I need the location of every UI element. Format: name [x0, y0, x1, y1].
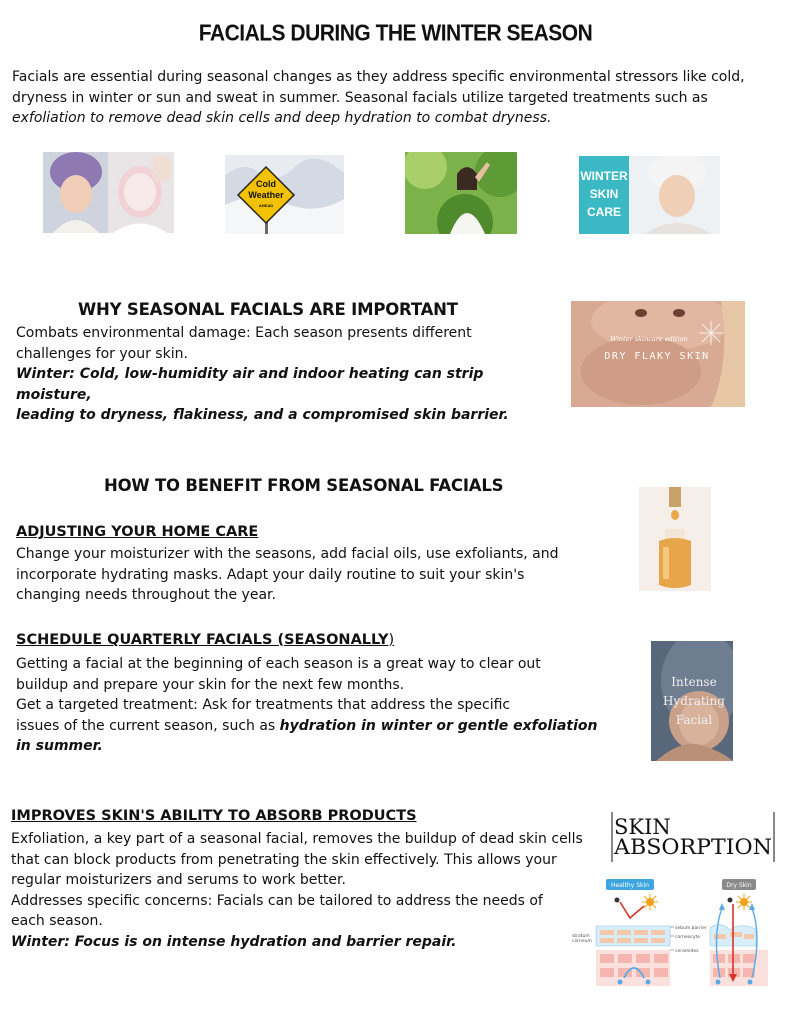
quarterly-line-4	[16, 716, 616, 737]
home-care-line-3: changing needs throughout the year.	[16, 587, 276, 603]
quarterly-heading-part-c: )	[388, 632, 395, 648]
intense-hydrating-facial-photo	[651, 641, 733, 761]
diagram-title-skin: SKIN	[614, 815, 671, 839]
intro-line-2: dryness in winter or sun and sweat in summer. Seasonal facials utilize targeted treatments such as	[12, 89, 708, 106]
healthy-skin-label: Healthy Skin	[611, 882, 649, 889]
quarterly-line-1: Getting a facial at the beginning of each season is a great way to clear out	[16, 656, 541, 672]
stratum-label: stratum	[572, 934, 590, 939]
why-paragraph	[16, 323, 556, 426]
sebum-barrier-label: sebum barrier	[675, 926, 707, 931]
why-line-3: Winter: Cold, low-humidity air and indoor heating can strip moisture,	[16, 366, 484, 403]
hydrating-word: Hydrating	[663, 694, 725, 708]
facial-mask-photo	[43, 152, 174, 233]
dry-flaky-skin-photo	[571, 301, 745, 407]
dry-skin-label: Dry Skin	[726, 882, 752, 889]
intro-paragraph	[12, 67, 782, 129]
page-title: FACIALS DURING THE WINTER SEASON	[198, 21, 593, 46]
absorb-line-5: each season.	[11, 913, 103, 929]
how-heading: HOW TO BENEFIT FROM SEASONAL FACIALS	[104, 476, 504, 495]
snowflake-icon	[699, 321, 723, 345]
intense-word: Intense	[671, 675, 717, 689]
sign-text-ahead: AHEAD	[258, 203, 274, 208]
why-line-4: leading to dryness, flakiness, and a compromised skin barrier.	[16, 407, 509, 423]
home-care-heading: ADJUSTING YOUR HOME CARE	[16, 524, 259, 540]
diagram-title-absorption: ABSORPTION	[612, 835, 772, 859]
absorb-line-2: that can block products from penetrating the skin effectively. This allows your	[11, 851, 557, 868]
sign-text-weather: Weather	[248, 190, 284, 200]
care-word: CARE	[586, 205, 622, 219]
cold-weather-sign-photo	[225, 155, 344, 234]
quarterly-heading-part-a: SCHEDULE QUARTERLY FACIALS (	[16, 632, 285, 648]
intro-line-1: Facials are essential during seasonal changes as they address specific environmental stressors like cold,	[12, 69, 745, 85]
facial-word: Facial	[675, 713, 713, 727]
reflect-arrow-icon	[620, 902, 644, 918]
quarterly-heading	[16, 632, 394, 648]
home-care-line-2: incorporate hydrating masks. Adapt your daily routine to suit your skin's	[16, 566, 525, 583]
absorb-line-4: Addresses specific concerns: Facials can be tailored to address the needs of	[11, 892, 543, 909]
why-line-1: Combats environmental damage: Each season presents different	[16, 325, 472, 341]
quarterly-heading-part-b: SEASONALLY	[284, 632, 389, 648]
absorb-line-3: regular moisturizers and serums to work better.	[11, 872, 346, 888]
why-heading: WHY SEASONAL FACIALS ARE IMPORTANT	[78, 300, 458, 319]
winter-word: WINTER	[580, 169, 628, 183]
absorb-paragraph	[11, 829, 596, 952]
sign-text-cold: Cold	[256, 179, 276, 189]
winter-skin-care-photo	[579, 156, 720, 234]
quarterly-line-2: buildup and prepare your skin for the next few months.	[16, 676, 405, 693]
quarterly-line-4-text: issues of the current season, such as	[16, 717, 280, 734]
quarterly-paragraph	[16, 654, 616, 757]
absorb-line-1: Exfoliation, a key part of a seasonal facial, removes the buildup of dead skin cells	[11, 831, 583, 847]
corneocyte-label: corneocyte	[675, 935, 701, 940]
absorb-heading: IMPROVES SKIN'S ABILITY TO ABSORB PRODUCTS	[11, 808, 417, 824]
dry-skin-big-caption: DRY FLAKY SKIN	[604, 351, 710, 362]
corneum-label: corneum	[572, 939, 592, 944]
absorb-line-6: Winter: Focus is on intense hydration and barrier repair.	[11, 933, 457, 950]
summer-heat-photo	[405, 152, 517, 234]
facial-oil-dropper-photo	[639, 487, 711, 591]
intro-line-3: exfoliation to remove dead skin cells and deep hydration to combat dryness.	[12, 110, 552, 126]
home-care-paragraph	[16, 544, 616, 606]
home-care-line-1: Change your moisturizer with the seasons, add facial oils, use exfoliants, and	[16, 546, 559, 562]
ceramides-label: ceramides	[675, 949, 699, 954]
why-line-2: challenges for your skin.	[16, 345, 188, 362]
quarterly-line-5: in summer.	[16, 738, 103, 754]
skin-absorption-diagram	[562, 806, 780, 996]
sun-icon	[642, 894, 658, 910]
skin-word: SKIN	[589, 187, 619, 201]
dry-skin-small-caption: Winter skincare edition	[610, 335, 688, 343]
sun-icon-dry	[736, 894, 752, 910]
quarterly-line-4-bold: hydration in winter or gentle exfoliation	[279, 717, 598, 734]
quarterly-line-3: Get a targeted treatment: Ask for treatments that address the specific	[16, 697, 511, 713]
